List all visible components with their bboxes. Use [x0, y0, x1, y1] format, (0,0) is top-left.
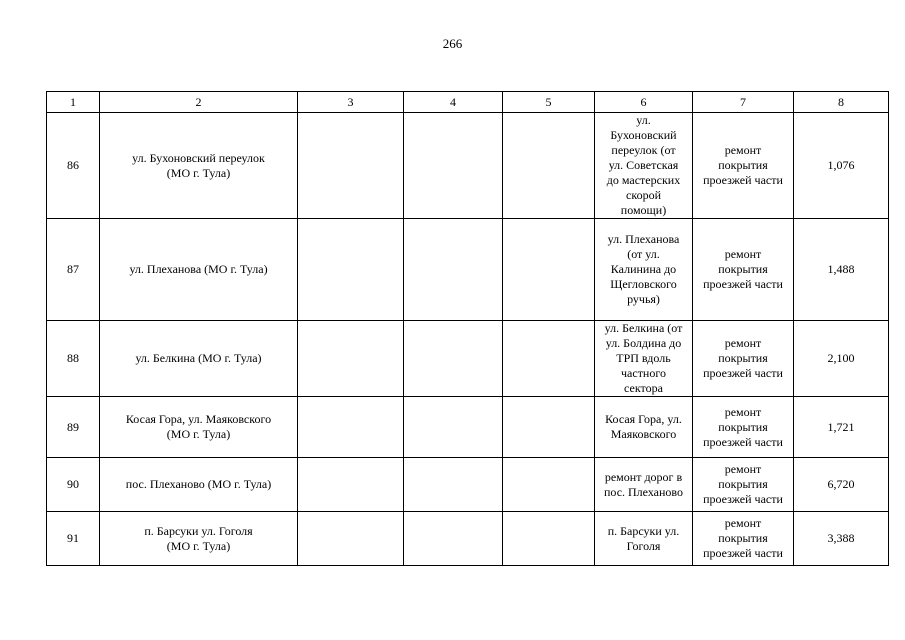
road-name-cell: [100, 321, 298, 397]
empty-cell: [298, 113, 404, 219]
empty-cell: [404, 397, 503, 458]
col-header: 6: [595, 92, 693, 113]
row-number-cell-line: 87: [67, 262, 79, 276]
page-number: 266: [442, 36, 463, 51]
empty-cell: [298, 397, 404, 458]
row-number-cell-line: 86: [67, 158, 79, 172]
empty-cell: [503, 321, 595, 397]
road-name-cell-line: ул. Белкина (МО г. Тула): [135, 351, 262, 365]
road-section-cell-line: п. Барсуки ул.: [607, 523, 680, 538]
road-name-cell: [100, 458, 298, 512]
row-number-cell: [47, 397, 100, 458]
work-type-cell-line: проезжей части: [703, 546, 783, 560]
empty-cell: [298, 512, 404, 566]
table-row: [47, 219, 889, 321]
work-type-cell-line: покрытия: [718, 531, 768, 545]
value-cell: [794, 321, 889, 397]
road-section-cell-line: Маяковского: [610, 427, 677, 441]
value-cell: [794, 219, 889, 321]
value-cell-line: 1,488: [827, 262, 855, 276]
road-section-cell-line: скорой: [626, 188, 661, 202]
road-section-cell-line: ручья): [627, 292, 660, 306]
road-section-cell-line: Щегловского: [610, 277, 677, 291]
value-cell: [794, 397, 889, 458]
road-section-cell: [595, 397, 693, 458]
col-header: 3: [298, 92, 404, 113]
empty-cell: [298, 219, 404, 321]
table-row: [47, 512, 889, 566]
empty-cell: [503, 512, 595, 566]
row-number-cell: [47, 113, 100, 219]
work-type-cell-line: проезжей части: [703, 277, 783, 291]
road-section-cell-line: ул. Советская: [608, 158, 679, 172]
road-section-cell-line: ул. Болдина до: [605, 336, 682, 350]
col-header: 5: [503, 92, 595, 113]
row-number-cell: [47, 512, 100, 566]
road-name-cell: [100, 512, 298, 566]
table-row: [47, 321, 889, 397]
road-section-cell-line: пос. Плеханово: [603, 484, 684, 499]
road-section-cell-line: сектора: [624, 381, 663, 395]
road-section-cell: [595, 219, 693, 321]
work-type-cell-line: ремонт: [724, 462, 762, 476]
work-type-cell-line: покрытия: [718, 419, 768, 434]
empty-cell: [503, 458, 595, 512]
work-type-cell: [693, 113, 794, 219]
value-cell-line: 1,076: [827, 158, 855, 172]
road-section-cell-line: ТРП вдоль: [616, 351, 671, 365]
work-type-cell-line: проезжей части: [703, 173, 783, 187]
work-type-cell-line: ремонт: [724, 336, 762, 350]
row-number-cell-line: 88: [67, 351, 79, 365]
roads-table: [46, 91, 889, 566]
row-number-cell-line: 90: [67, 477, 79, 491]
road-section-cell-line: Калинина до: [610, 262, 677, 276]
road-section-cell-line: ул. Белкина (от: [604, 321, 683, 335]
work-type-cell-line: покрытия: [718, 158, 768, 172]
road-section-cell-line: помощи): [620, 203, 667, 217]
work-type-cell-line: покрытия: [718, 477, 768, 491]
empty-cell: [298, 321, 404, 397]
empty-cell: [404, 512, 503, 566]
road-name-cell-line: (МО г. Тула): [166, 165, 231, 180]
road-section-cell: [595, 113, 693, 219]
work-type-cell: [693, 512, 794, 566]
row-number-cell: [47, 321, 100, 397]
value-cell-line: 6,720: [827, 477, 855, 491]
road-name-cell: [100, 219, 298, 321]
table-row: [47, 458, 889, 512]
col-header: 8: [794, 92, 889, 113]
work-type-cell-line: ремонт: [724, 247, 762, 261]
row-number-cell-line: 89: [67, 419, 79, 434]
empty-cell: [404, 219, 503, 321]
row-number-cell: [47, 219, 100, 321]
road-section-cell-line: (от ул.: [627, 247, 660, 261]
road-section-cell-line: переулок (от: [611, 143, 676, 157]
value-cell-line: 3,388: [827, 531, 855, 545]
col-header: 7: [693, 92, 794, 113]
work-type-cell-line: покрытия: [718, 262, 768, 276]
road-section-cell-line: ремонт дорог в: [604, 469, 683, 484]
header-row: [47, 92, 889, 113]
value-cell-line: 2,100: [827, 351, 855, 365]
work-type-cell: [693, 321, 794, 397]
road-section-cell-line: частного: [621, 366, 666, 380]
road-section-cell-line: ул.: [636, 113, 651, 127]
work-type-cell-line: ремонт: [724, 143, 762, 157]
road-name-cell-line: Косая Гора, ул. Маяковского: [125, 412, 272, 426]
road-section-cell-line: Косая Гора, ул.: [605, 412, 682, 426]
row-number-cell: [47, 458, 100, 512]
road-name-cell-line: п. Барсуки ул. Гоголя: [144, 523, 253, 538]
road-name-cell-line: (МО г. Тула): [166, 427, 231, 441]
road-section-cell: [595, 321, 693, 397]
work-type-cell-line: покрытия: [718, 351, 768, 365]
value-cell: [794, 512, 889, 566]
value-cell: [794, 113, 889, 219]
empty-cell: [404, 113, 503, 219]
work-type-cell-line: ремонт: [724, 404, 762, 419]
road-section-cell-line: Гоголя: [626, 538, 661, 553]
value-cell: [794, 458, 889, 512]
road-name-cell: [100, 113, 298, 219]
col-header: 2: [100, 92, 298, 113]
work-type-cell-line: проезжей части: [703, 434, 783, 449]
road-section-cell-line: ул. Плеханова: [607, 232, 680, 246]
table-row: [47, 397, 889, 458]
road-section-cell: [595, 512, 693, 566]
road-name-cell: [100, 397, 298, 458]
empty-cell: [503, 113, 595, 219]
road-section-cell-line: до мастерских: [606, 173, 681, 187]
road-name-cell-line: ул. Бухоновский переулок: [132, 150, 265, 165]
road-name-cell-line: пос. Плеханово (МО г. Тула): [125, 477, 272, 491]
work-type-cell: [693, 458, 794, 512]
table-row: [47, 113, 889, 219]
col-header: 4: [404, 92, 503, 113]
col-header: 1: [47, 92, 100, 113]
empty-cell: [503, 397, 595, 458]
empty-cell: [298, 458, 404, 512]
work-type-cell-line: проезжей части: [703, 366, 783, 380]
road-name-cell-line: ул. Плеханова (МО г. Тула): [129, 262, 268, 276]
work-type-cell: [693, 397, 794, 458]
road-section-cell: [595, 458, 693, 512]
empty-cell: [503, 219, 595, 321]
road-name-cell-line: (МО г. Тула): [166, 538, 231, 553]
empty-cell: [404, 458, 503, 512]
empty-cell: [404, 321, 503, 397]
value-cell-line: 1,721: [827, 419, 855, 434]
row-number-cell-line: 91: [67, 531, 79, 545]
road-section-cell-line: Бухоновский: [610, 128, 677, 142]
work-type-cell: [693, 219, 794, 321]
work-type-cell-line: ремонт: [724, 516, 762, 530]
work-type-cell-line: проезжей части: [703, 492, 783, 506]
